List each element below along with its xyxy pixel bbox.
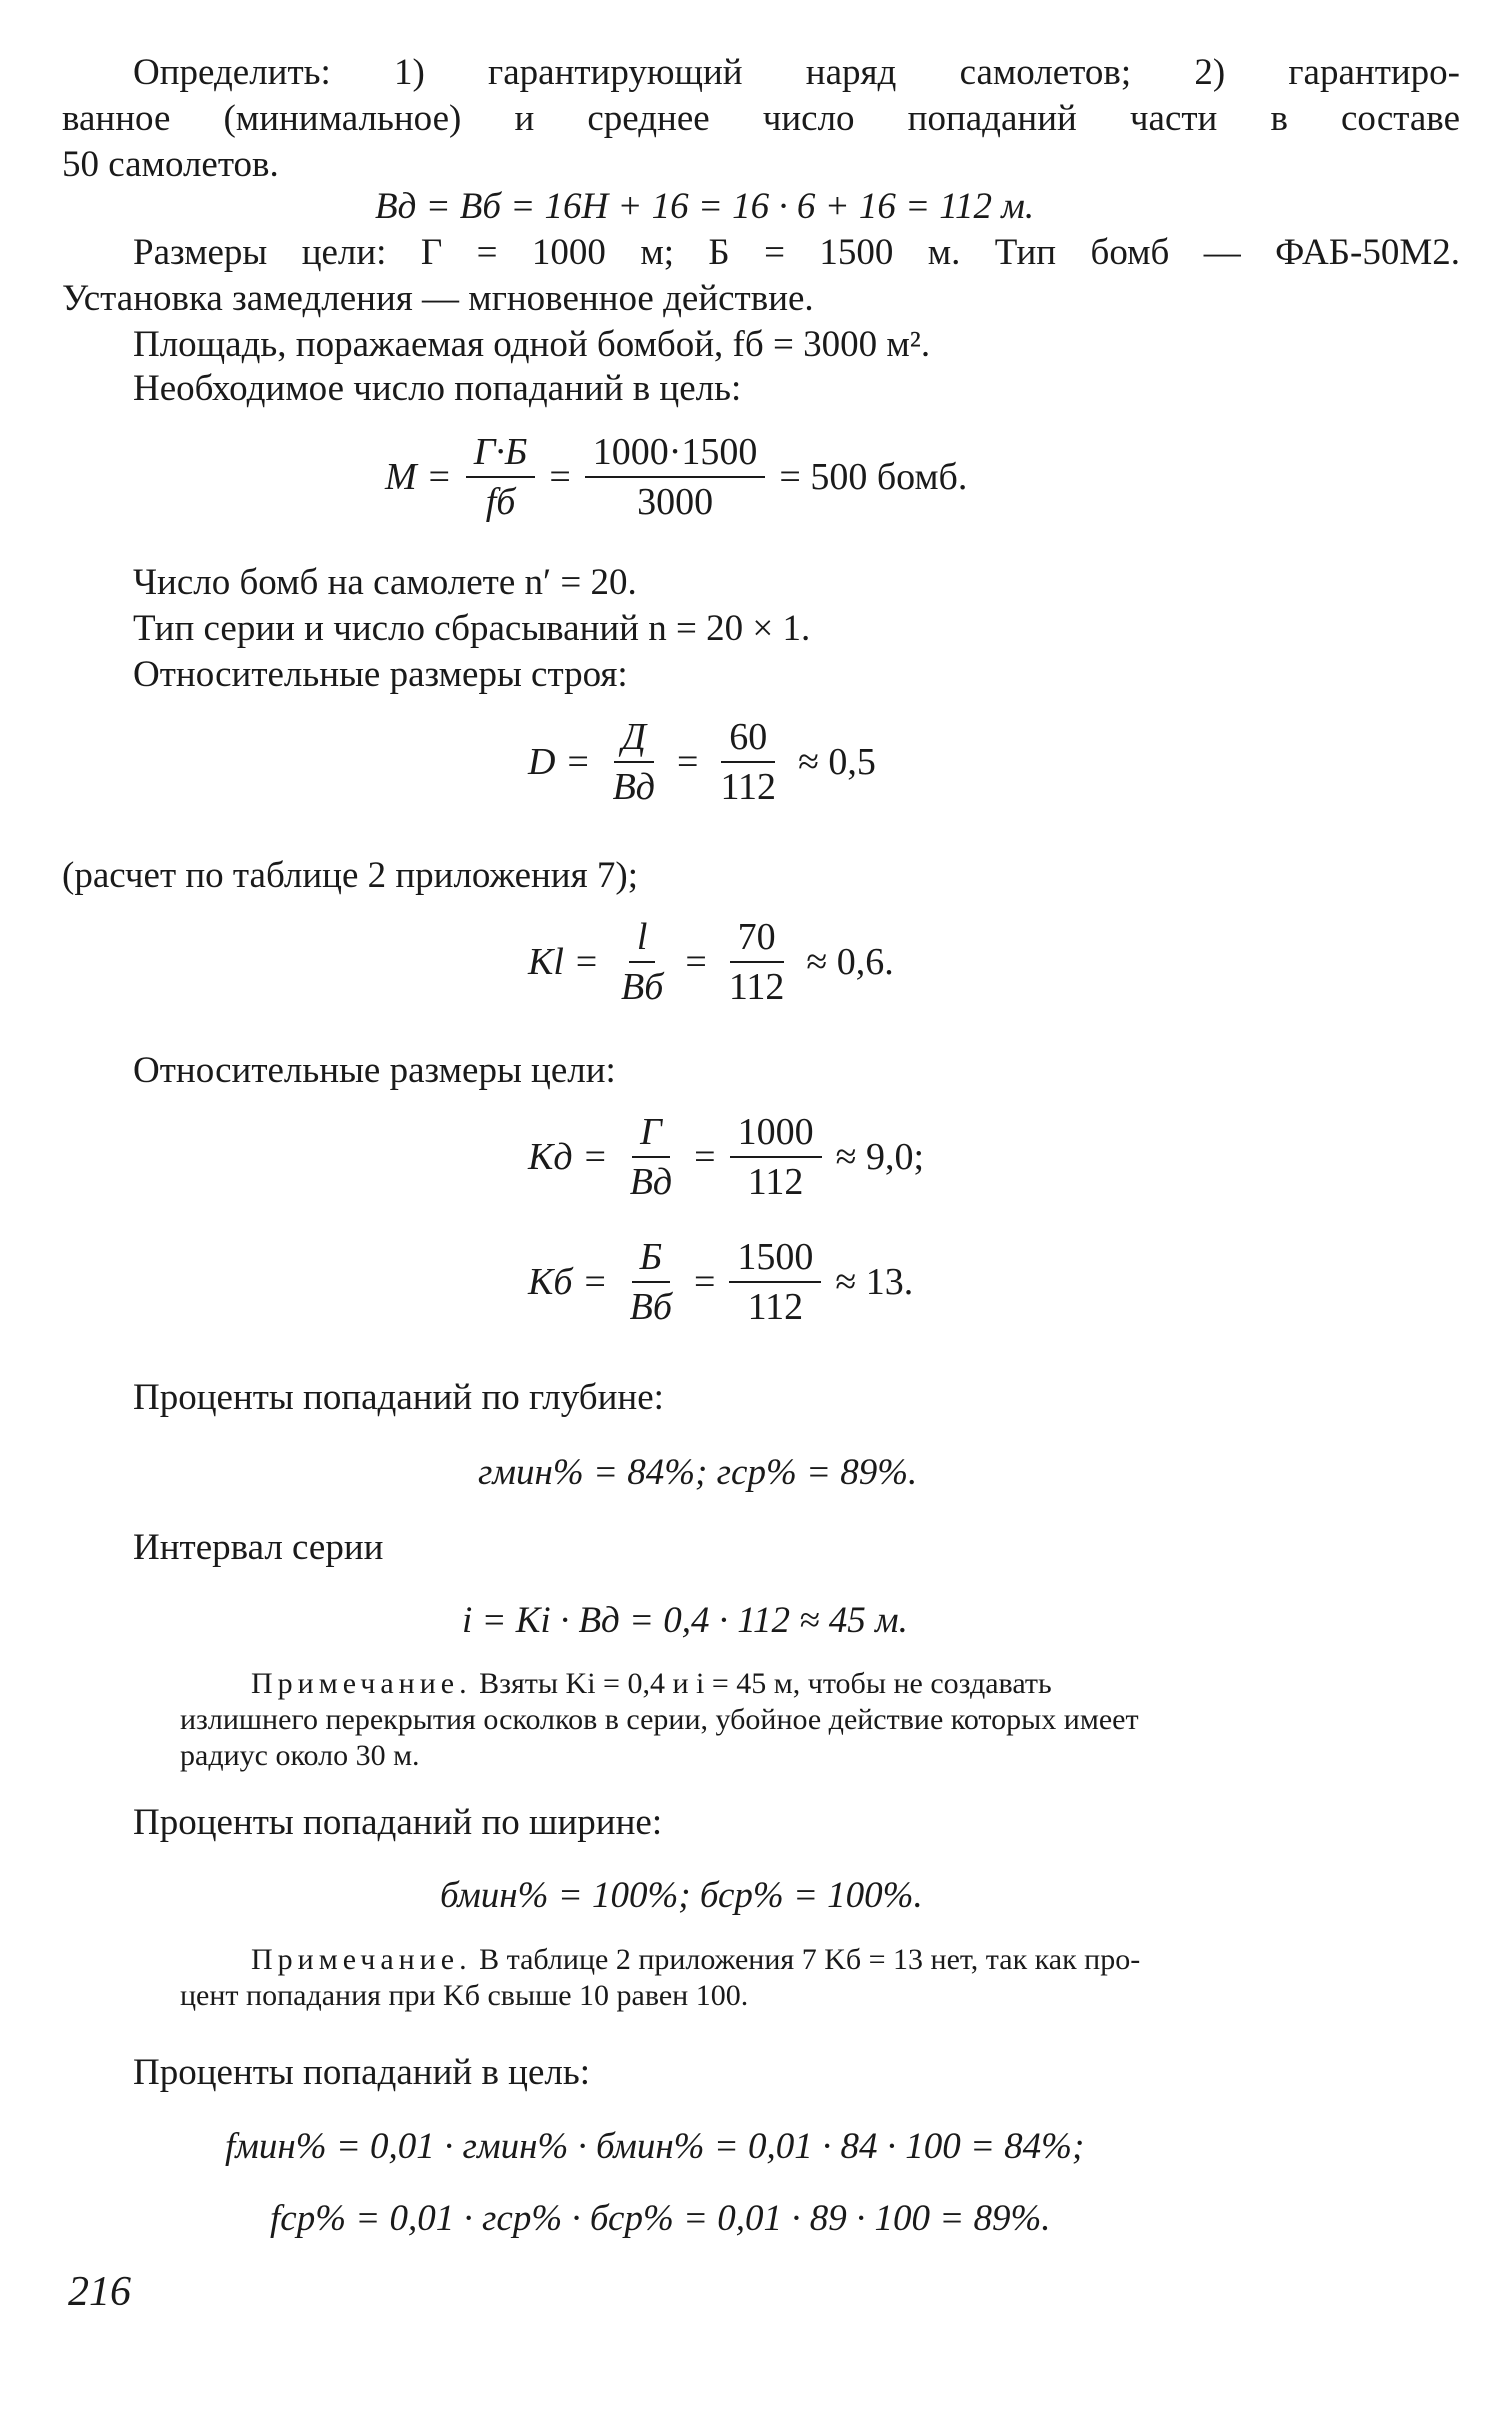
formation-label: Относительные размеры строя: (133, 654, 628, 695)
eq-kb-frac1-num: Б (632, 1235, 670, 1283)
note-2-title: Примечание. (251, 1943, 472, 1976)
eq-m-lhs: M = (385, 456, 452, 498)
equation-width: бмин% = 100%; бср% = 100%. (440, 1875, 923, 1916)
eq-kl-lhs: Kl = (528, 941, 600, 983)
eq-kb-lhs: Kб = (528, 1261, 608, 1303)
target-hits-label: Проценты попаданий в цель: (133, 2052, 591, 2093)
intro-line-3: 50 самолетов. (62, 144, 279, 185)
eq-kd-frac1-den: Bд (629, 1161, 673, 1203)
width-label: Проценты попаданий по ширине: (133, 1802, 663, 1843)
eq-m-frac2-den: 3000 (637, 481, 714, 523)
eq-kb-fraction-1 (622, 1235, 680, 1329)
eq-d-frac2-num: 60 (721, 715, 775, 763)
intro-line-2: ванное (минимальное) и среднее число попаданий части в составе (62, 98, 1460, 139)
note-2-text: В таблице 2 приложения 7 Kб = 13 нет, так как про- (479, 1943, 1141, 1976)
note-2-line-2: цент попадания при Kб свыше 10 равен 100. (180, 1979, 749, 2012)
eq-m-fraction-2 (585, 430, 766, 524)
eq-kb-fraction-2 (729, 1235, 821, 1329)
note-1-line-2: излишнего перекрытия осколков в серии, убойное действие которых имеет (180, 1703, 1139, 1736)
eq-kd-frac1-num: Г (632, 1110, 670, 1158)
equation-kl (528, 915, 894, 1009)
eq-kl-frac1-num: l (629, 915, 656, 963)
calc-note: (расчет по таблице 2 приложения 7); (62, 855, 638, 896)
eq-kd-equals: = (694, 1136, 716, 1178)
note-1-line-1 (251, 1666, 1052, 1702)
eq-m-rhs: = 500 бомб. (779, 456, 968, 498)
eq-kl-fraction-2 (721, 915, 793, 1009)
eq-kd-frac2-num: 1000 (730, 1110, 822, 1158)
eq-kb-frac1-den: Bб (629, 1286, 672, 1328)
target-sizes-line-1: Размеры цели: Г = 1000 м; Б = 1500 м. Тип бомб — ФАБ-50М2. (133, 232, 1460, 273)
note-1-title: Примечание. (251, 1667, 472, 1700)
eq-kb-frac2-den: 112 (747, 1286, 804, 1328)
eq-kd-fraction-1 (622, 1110, 680, 1204)
eq-m-equals: = (549, 456, 571, 498)
interval-label: Интервал серии (133, 1527, 384, 1568)
eq-m-frac1-num: Г·Б (466, 430, 536, 478)
equation-d (528, 715, 876, 809)
area-line: Площадь, поражаемая одной бомбой, fб = 3000 м². (133, 324, 931, 365)
note-2-line-1 (251, 1942, 1140, 1978)
depth-label: Проценты попаданий по глубине: (133, 1377, 664, 1418)
note-1-text: Взяты Ki = 0,4 и i = 45 м, чтобы не создавать (479, 1667, 1052, 1700)
eq-kl-equals: = (685, 941, 707, 983)
eq-kb-frac2-num: 1500 (729, 1235, 821, 1283)
eq-kb-rhs: ≈ 13. (835, 1261, 914, 1303)
eq-kl-frac1-den: Bб (621, 966, 664, 1008)
equation-vd: Bд = Bб = 16H + 16 = 16 · 6 + 16 = 112 м. (375, 186, 1035, 227)
eq-kd-frac2-den: 112 (747, 1161, 804, 1203)
eq-m-frac1-den: fб (485, 481, 516, 523)
equation-fsr: fср% = 0,01 · гср% · бср% = 0,01 · 89 · 100 = 89%. (270, 2198, 1051, 2239)
eq-d-frac1-den: Bд (612, 766, 656, 808)
eq-kl-rhs: ≈ 0,6. (806, 941, 894, 983)
equation-kd (528, 1110, 924, 1204)
eq-d-frac1-num: Д (614, 715, 654, 763)
target-sizes-line-2: Установка замедления — мгновенное действие. (62, 278, 814, 319)
intro-line-1: Определить: 1) гарантирующий наряд самолетов; 2) гарантиро- (133, 52, 1460, 93)
target-rel-label: Относительные размеры цели: (133, 1050, 616, 1091)
eq-m-frac2-num: 1000·1500 (585, 430, 766, 478)
eq-kl-frac2-num: 70 (730, 915, 784, 963)
equation-depth: гмин% = 84%; гср% = 89%. (478, 1452, 918, 1493)
required-hits-label: Необходимое число попаданий в цель: (133, 368, 742, 409)
eq-d-lhs: D = (528, 741, 591, 783)
eq-d-fraction-2 (712, 715, 784, 809)
equation-kb (528, 1235, 913, 1329)
equation-interval: i = Ki · Bд = 0,4 · 112 ≈ 45 м. (462, 1600, 908, 1641)
bombs-line: Число бомб на самолете n′ = 20. (133, 562, 637, 603)
eq-d-fraction-1 (605, 715, 663, 809)
equation-m (385, 430, 967, 524)
equation-fmin: fмин% = 0,01 · гмин% · бмин% = 0,01 · 84 · 100 = 84%; (225, 2126, 1085, 2167)
eq-kb-equals: = (693, 1261, 716, 1303)
eq-d-equals: = (677, 741, 699, 783)
eq-kd-lhs: Kд = (528, 1136, 608, 1178)
eq-d-frac2-den: 112 (720, 766, 777, 808)
eq-kl-frac2-den: 112 (728, 966, 785, 1008)
note-1-line-3: радиус около 30 м. (180, 1739, 420, 1772)
eq-kd-fraction-2 (730, 1110, 822, 1204)
series-line: Тип серии и число сбрасываний n = 20 × 1. (133, 608, 811, 649)
eq-d-rhs: ≈ 0,5 (798, 741, 876, 783)
page-number: 216 (68, 2269, 131, 2315)
eq-m-fraction-1 (466, 430, 536, 524)
eq-kl-fraction-1 (613, 915, 671, 1009)
eq-kd-rhs: ≈ 9,0; (835, 1136, 925, 1178)
